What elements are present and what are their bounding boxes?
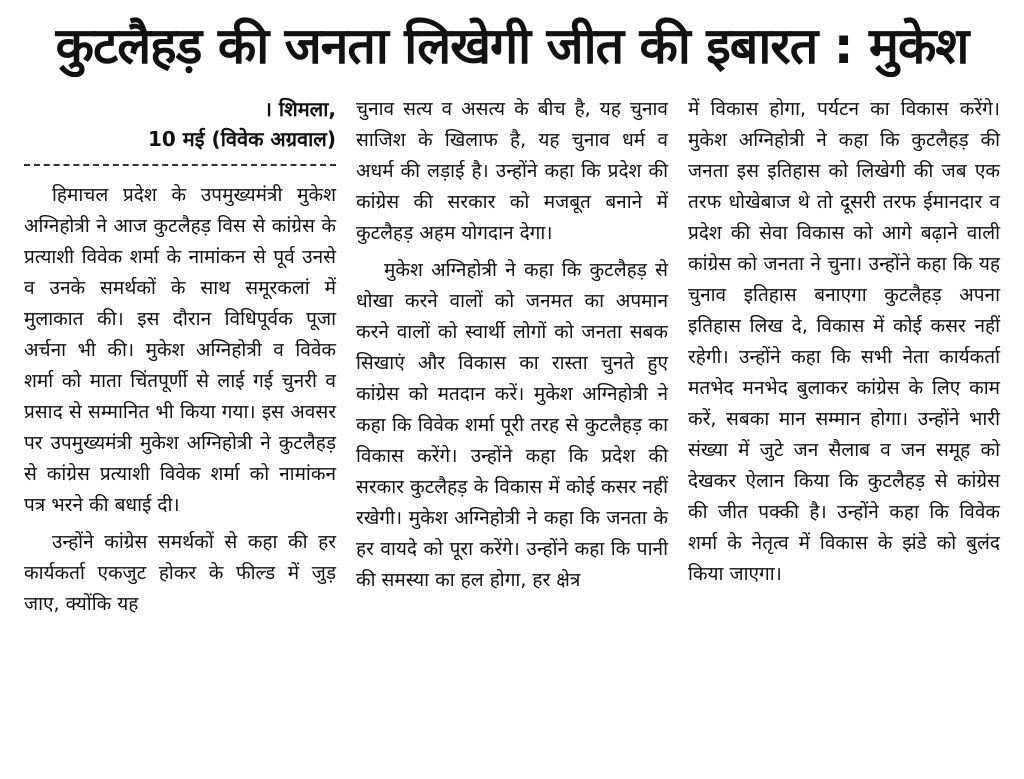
article-column-3	[688, 94, 1000, 596]
article-column-2	[356, 94, 668, 602]
paragraph: मुकेश अग्निहोत्री ने कहा कि कुटलैहड़ से धोखा करने वालों को जनमत का अपमान करने वालों को स्वार्थी लोगों को जनता सबक सिखाएं और विकास का रास्ता चुनते हुए कांग्रेस को मतदान करें। मुकेश अग्निहोत्री ने कहा कि विवेक शर्मा पूरी तरह से कुटलैहड़ का विकास करेंगे। उन्होंने कहा कि प्रदेश की सरकार कुटलैहड़ के विकास में कोई कसर नहीं रखेगी। मुकेश अग्निहोत्री ने कहा कि जनता के हर वायदे को पूरा करेंगे। उन्होंने कहा कि पानी की समस्या का हल होगा, हर क्षेत्र	[356, 259, 668, 591]
paragraph: उन्होंने कांग्रेस समर्थकों से कहा की हर कार्यकर्ता एकजुट होकर के फील्ड में जुड़ जाए, क्योंकि यह	[24, 531, 336, 615]
dashed-divider	[24, 164, 336, 166]
article-column-1	[24, 94, 336, 626]
dateline-date-author: 10 मई (विवेक अग्रवाल)	[148, 127, 336, 151]
paragraph: चुनाव सत्य व असत्य के बीच है, यह चुनाव साजिश के खिलाफ है, यह चुनाव धर्म व अधर्म की लड़ाई है। उन्होंने कहा कि प्रदेश की कांग्रेस की सरकार को मजबूत बनाने में कुटलैहड़ अहम योगदान देगा।	[356, 98, 668, 244]
paragraph: में विकास होगा, पर्यटन का विकास करेंगे। मुकेश अग्निहोत्री ने कहा कि कुटलैहड़ की जनता इस इतिहास को लिखेगी की जब एक तरफ धोखेबाज थे तो दूसरी तरफ ईमानदार व प्रदेश की सेवा विकास को आगे बढ़ाने वाली कांग्रेस को जनता ने चुना। उन्होंने कहा कि यह चुनाव इतिहास बनाएगा कुटलैहड़ अपना इतिहास लिख दे, विकास में कोई कसर नहीं रहेगी। उन्होंने कहा कि सभी नेता कार्यकर्ता मतभेद मनभेद बुलाकर कांग्रेस के लिए काम करें, सबका मान सम्मान होगा। उन्होंने भारी संख्या में जुटे जन सैलाब व जन समूह को देखकर ऐलान किया कि कुटलैहड़ से कांग्रेस की जीत पक्की है। उन्होंने कहा कि विवेक शर्मा के नेतृत्व में विकास के झंडे को बुलंद किया जाएगा।	[688, 98, 1000, 585]
dateline-place: । शिमला,	[264, 97, 336, 121]
headline: कुटलैहड़ की जनता लिखेगी जीत की इबारत : मुकेश	[55, 17, 969, 75]
paragraph: हिमाचल प्रदेश के उपमुख्यमंत्री मुकेश अग्निहोत्री ने आज कुटलैहड़ विस से कांग्रेस के प्रत्याशी विवेक शर्मा के नामांकन से पूर्व उनसे व उनके समर्थकों के साथ समूरकलां में मुलाकात की। इस दौरान विधिपूर्वक पूजा अर्चना भी की। मुकेश अग्निहोत्री व विवेक शर्मा को माता चिंतपूर्णी से लाई गई चुनरी व प्रसाद से सम्मानित भी किया गया। इस अवसर पर उपमुख्यमंत्री मुकेश अग्निहोत्री ने कुटलैहड़ से कांग्रेस प्रत्याशी विवेक शर्मा को नामांकन पत्र भरने की बधाई दी।	[24, 184, 336, 516]
